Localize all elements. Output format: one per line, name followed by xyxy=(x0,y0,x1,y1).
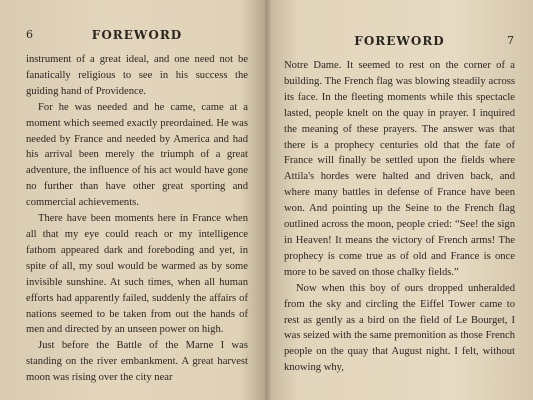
right-page-body xyxy=(284,58,515,376)
right-page-header xyxy=(284,34,515,50)
left-page xyxy=(0,0,262,400)
paragraph: Just before the Battle of the Marne I was standing on the river embankment. A great harvest moon was rising over the city near xyxy=(26,340,248,384)
paragraph: There have been moments here in France when all that my eye could reach or my intelligence fathom appeared dark and foreboding and yet, in spite of all, my soul would be warmed as by some invisible sunshine. At such times, when all human efforts had apparently failed, suddenly the affairs of nations seemed to be taken from out the hands of men and directed by an unseen power on high. xyxy=(26,213,248,336)
left-page-body xyxy=(26,52,248,386)
running-title: FOREWORD xyxy=(354,34,445,48)
paragraph: For he was needed and he came, came at a moment which seemed exactly preordained. He was needed by France and needed by America and had his arrival been merely the triumph of a great adventure, the influence of his act would have gone no further than have other great sporting and commercial achievements. xyxy=(26,101,248,209)
right-page xyxy=(272,0,533,400)
paragraph: Now when this boy of ours dropped unheralded from the sky and circling the Eiffel Tower came to rest as gently as a bird on the field of Le Bourget, I was seized with the same premonition as those French people on the quay that August night. I felt, without knowing why, xyxy=(284,282,515,374)
page-number: 7 xyxy=(507,34,515,47)
page-number: 6 xyxy=(26,28,34,41)
running-title: FOREWORD xyxy=(91,28,183,42)
paragraph: instrument of a great ideal, and one need not be fanatically religious to see in his success the guiding hand of Providence. xyxy=(26,54,248,97)
left-page-header xyxy=(26,28,248,44)
paragraph: Notre Dame. It seemed to rest on the corner of a building. The French flag was blowing steadily across its face. In the fleeting moments while this spectacle lasted, people knelt on the quay in prayer. I inquired the meaning of these prayers. The answer was that there is a prophecy centuries old that the fate of France will finally be settled upon the fields where Attila's hordes were halted and driven back, and where many battles in defense of France have been won. And pointing up the Seine to the French flag outlined across the moon, people cried: “See! the sign in Heaven! It means the victory of French arms! The prophecy is come true as of old and France is once more to be saved on those chalky fields.” xyxy=(284,60,515,278)
